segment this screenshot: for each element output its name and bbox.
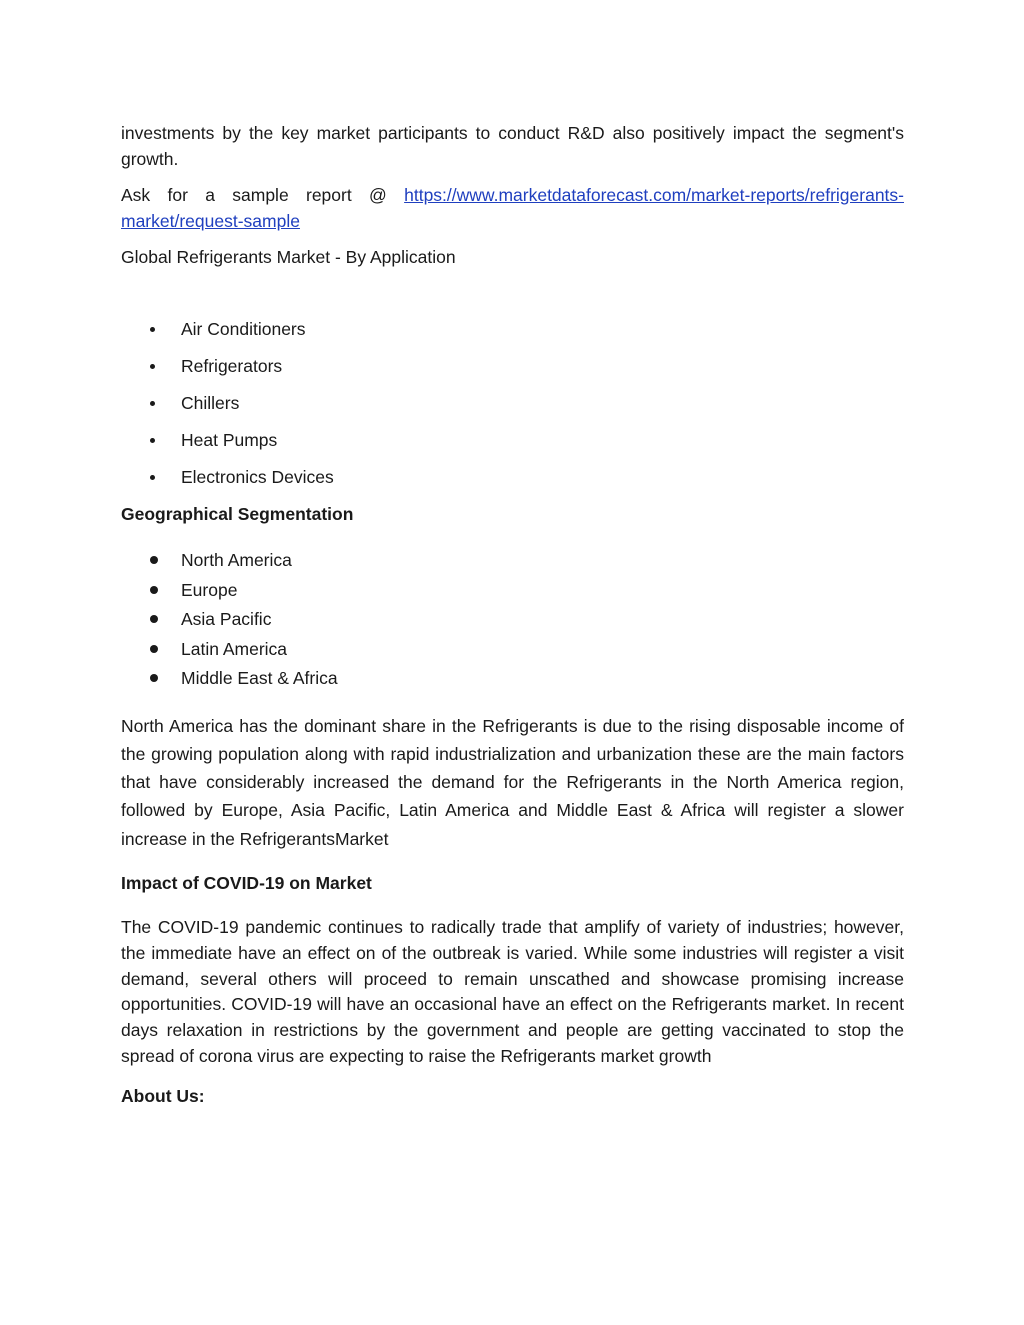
list-item-label: Heat Pumps (181, 430, 278, 450)
bullet-icon (150, 615, 158, 623)
bullet-icon (150, 401, 155, 406)
bullet-icon (150, 475, 155, 480)
list-item-label: North America (181, 550, 292, 570)
bullet-icon (150, 327, 155, 332)
bullet-icon (150, 674, 158, 682)
list-item (121, 547, 904, 577)
list-item-label: Electronics Devices (181, 467, 334, 487)
sample-report-link[interactable]: https://www.marketdataforecast.com/market-reports/refrigerants-market/request-sample (121, 185, 904, 231)
bullet-icon (150, 645, 158, 653)
document-page (121, 120, 904, 1109)
sample-report-line (121, 182, 904, 234)
list-item-label: Refrigerators (181, 356, 283, 376)
bullet-icon (150, 586, 158, 594)
list-item (121, 464, 904, 501)
covid-paragraph: The COVID-19 pandemic continues to radically trade that amplify of variety of industries; however, the immediate have an effect on of the outbreak is varied. While some industries will register a visit demand, several others will proceed to remain unscathed and showcase promising increase opportunities. COVID-19 will have an occasional have an effect on the Refrigerants market. In recent days relaxation in restrictions by the government and people are getting vaccinated to stop the spread of corona virus are expecting to raise the Refrigerants market growth (121, 916, 904, 1066)
list-item-label: Latin America (181, 638, 288, 659)
list-item (121, 665, 904, 695)
list-item (121, 636, 904, 666)
list-item (121, 427, 904, 464)
geography-paragraph: North America has the dominant share in the Refrigerants is due to the rising disposable income of the growing population along with rapid industrialization and urbanization these are the main factors that have considerably increased the demand for the Refrigerants in the North America region, followed by Europe, Asia Pacific, Latin America and Middle East & Africa will register a slower increase in the RefrigerantsMarket (121, 715, 904, 849)
list-item-label: Asia Pacific (181, 609, 272, 629)
list-item-label: Middle East & Africa (181, 668, 338, 688)
covid-heading: Impact of COVID-19 on Market (121, 872, 372, 893)
bullet-icon (150, 364, 155, 369)
list-item-label: Europe (181, 579, 238, 600)
intro-paragraph: investments by the key market participants to conduct R&D also positively impact the segment's growth. (121, 123, 904, 169)
bullet-icon (150, 438, 155, 443)
application-heading: Global Refrigerants Market - By Application (121, 247, 456, 267)
application-list (121, 316, 904, 501)
list-item (121, 353, 904, 390)
geography-list (121, 547, 904, 695)
sample-report-prefix: Ask for a sample report @ (121, 185, 405, 205)
bullet-icon (150, 556, 158, 564)
list-item-label: Chillers (181, 393, 240, 413)
geography-heading: Geographical Segmentation (121, 504, 354, 524)
about-us-heading: About Us: (121, 1085, 205, 1106)
list-item (121, 390, 904, 427)
list-item-label: Air Conditioners (181, 319, 306, 339)
list-item (121, 577, 904, 607)
list-item (121, 606, 904, 636)
list-item (121, 316, 904, 353)
